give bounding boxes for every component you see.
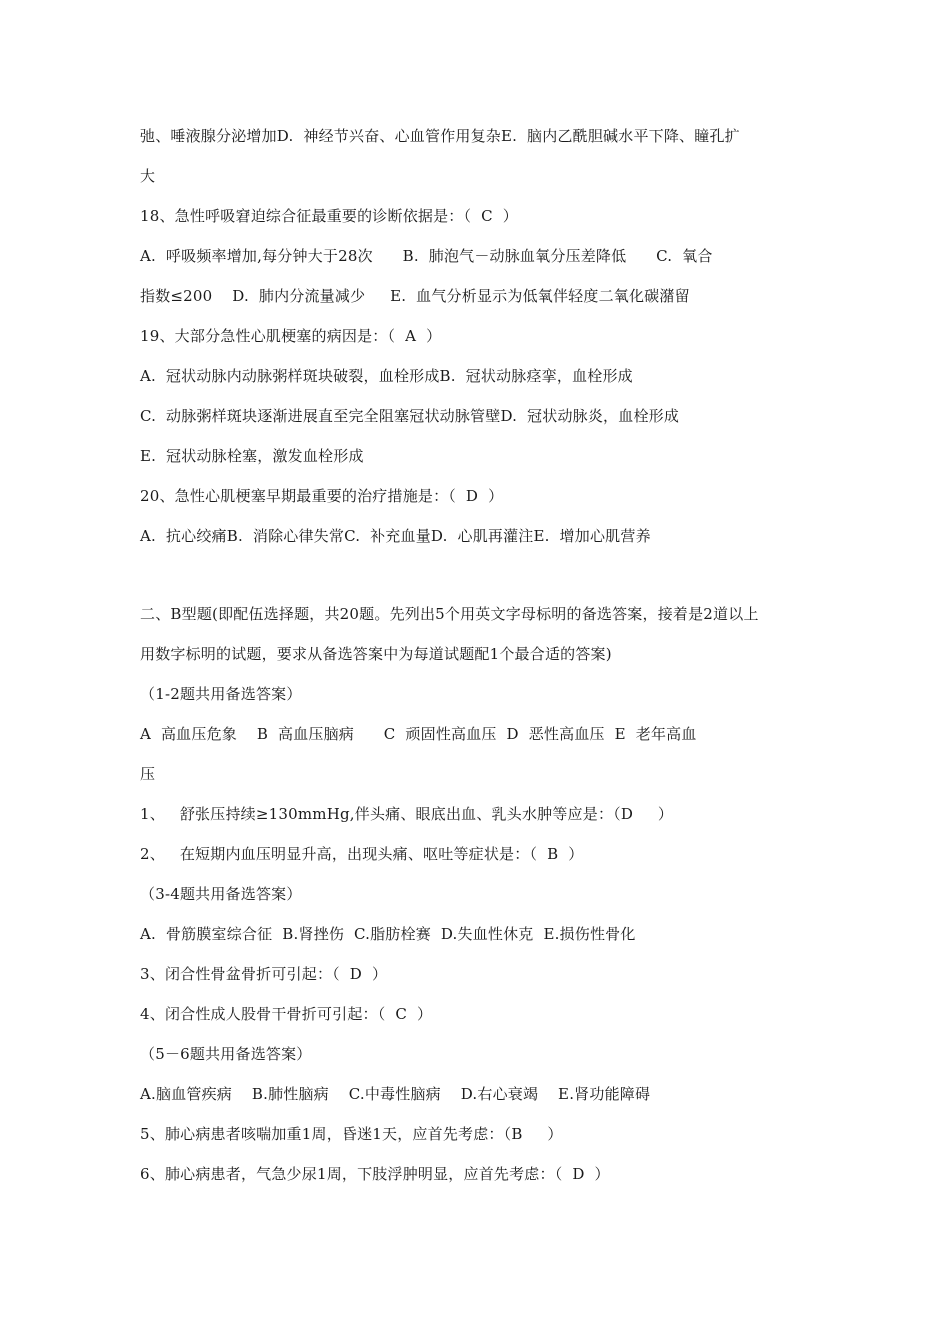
section-b-heading: 二、B型题(即配伍选择题，共20题。先列出5个用英文字母标明的备选答案，接着是2道以上: [140, 605, 759, 623]
b-question-1: 1、 舒张压持续≥130mmHg,伴头痛、眼底出血、乳头水肿等应是：（D ）: [140, 805, 674, 823]
text-line-continuation-end: 大: [140, 167, 156, 185]
group-3-4-caption: （3-4题共用备选答案）: [140, 885, 302, 903]
group-5-6-options: A.脑血管疾病 B.肺性脑病 C.中毒性脑病 D.右心衰竭 E.肾功能障碍: [140, 1085, 651, 1103]
b-question-6: 6、肺心病患者，气急少尿1周，下肢浮肿明显，应首先考虑：（ D ）: [140, 1165, 610, 1183]
question-19-options-line-3: E. 冠状动脉栓塞，激发血栓形成: [140, 447, 364, 465]
question-19: 19、大部分急性心肌梗塞的病因是：（ A ）: [140, 327, 442, 345]
group-1-2-caption: （1-2题共用备选答案）: [140, 685, 302, 703]
section-b-heading-cont: 用数字标明的试题，要求从备选答案中为每道试题配1个最合适的答案): [140, 645, 612, 663]
question-18-options-line-2: 指数≤200 D. 肺内分流量减少 E. 血气分析显示为低氧伴轻度二氧化碳潴留: [140, 287, 690, 305]
b-question-5: 5、肺心病患者咳喘加重1周，昏迷1天，应首先考虑：（B ）: [140, 1125, 563, 1143]
question-18: 18、急性呼吸窘迫综合征最重要的诊断依据是：（ C ）: [140, 207, 518, 225]
question-19-options-line-2: C. 动脉粥样斑块逐渐进展直至完全阻塞冠状动脉管壁D. 冠状动脉炎，血栓形成: [140, 407, 680, 425]
b-question-3: 3、闭合性骨盆骨折可引起：（ D ）: [140, 965, 388, 983]
b-question-4: 4、闭合性成人股骨干骨折可引起：（ C ）: [140, 1005, 433, 1023]
question-18-options-line-1: A. 呼吸频率增加,每分钟大于28次 B. 肺泡气－动脉血氧分压差降低 C. 氧合: [140, 247, 713, 265]
b-question-2: 2、 在短期内血压明显升高，出现头痛、呕吐等症状是：（ B ）: [140, 845, 584, 863]
group-5-6-caption: （5－6题共用备选答案）: [140, 1045, 312, 1063]
group-1-2-options: A 高血压危象 B 高血压脑病 C 顽固性高血压 D 恶性高血压 E 老年高血: [140, 725, 697, 743]
text-line-continuation: 弛、唾液腺分泌增加D. 神经节兴奋、心血管作用复杂E. 脑内乙酰胆碱水平下降、瞳孔扩: [140, 127, 740, 145]
group-3-4-options: A. 骨筋膜室综合征 B.肾挫伤 C.脂肪栓赛 D.失血性休克 E.损伤性骨化: [140, 925, 636, 943]
question-20: 20、急性心肌梗塞早期最重要的治疗措施是：（ D ）: [140, 487, 504, 505]
group-1-2-options-cont: 压: [140, 765, 156, 783]
question-19-options-line-1: A. 冠状动脉内动脉粥样斑块破裂，血栓形成B. 冠状动脉痉挛，血栓形成: [140, 367, 633, 385]
question-20-options: A. 抗心绞痛B. 消除心律失常C. 补充血量D. 心肌再灌注E. 增加心肌营养: [140, 527, 651, 545]
